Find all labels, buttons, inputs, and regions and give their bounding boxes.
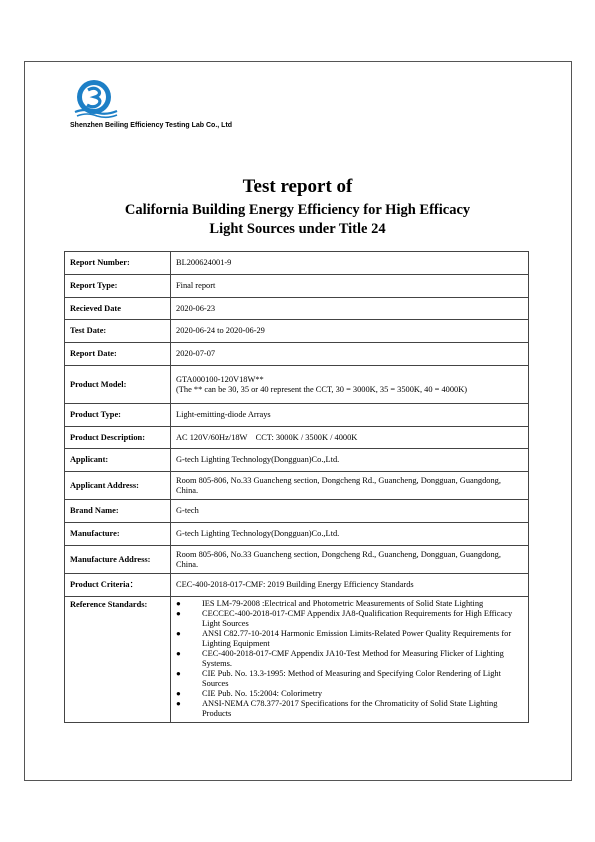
- list-item: ● ANSI C82.77-10-2014 Harmonic Emission Limits-Related Power Quality Requirements for Lighting Equipment: [176, 629, 523, 649]
- row-label: Product Model:: [65, 366, 171, 404]
- table-row: [65, 427, 529, 449]
- report-date-value: 2020-07-07: [171, 343, 529, 366]
- row-label: Recieved Date: [65, 298, 171, 320]
- table-row: [65, 275, 529, 298]
- reference-standards-value: [171, 597, 529, 723]
- brand-name-value: G-tech: [171, 500, 529, 523]
- product-description-value: AC 120V/60Hz/18W CCT: 3000K / 3500K / 4000K: [171, 427, 529, 449]
- row-label: Product Description:: [65, 427, 171, 449]
- list-item: ● IES LM-79-2008 :Electrical and Photometric Measurements of Solid State Lighting: [176, 599, 523, 609]
- table-row: [65, 472, 529, 500]
- reference-standards-list: [176, 599, 523, 719]
- report-number-value: BL200624001-9: [171, 252, 529, 275]
- list-item: ● CIE Pub. No. 13.3-1995: Method of Measuring and Specifying Color Rendering of Light Sources: [176, 669, 523, 689]
- row-label: Product Criteria：: [65, 574, 171, 597]
- table-row: [65, 500, 529, 523]
- row-label: Applicant:: [65, 449, 171, 472]
- subtitle-line-2: Light Sources under Title 24: [209, 221, 386, 237]
- row-label: Brand Name:: [65, 500, 171, 523]
- row-label: Report Type:: [65, 275, 171, 298]
- report-info-table: [64, 251, 529, 723]
- list-item: ● CEC-400-2018-017-CMF Appendix JA10-Test Method for Measuring Flicker of Lighting Systems.: [176, 649, 523, 669]
- row-label: Test Date:: [65, 320, 171, 343]
- product-model-note: (The ** can be 30, 35 or 40 represent the CCT, 30 = 3000K, 35 = 3500K, 40 = 4000K): [176, 384, 468, 394]
- row-label: Product Type:: [65, 404, 171, 427]
- manufacture-value: G-tech Lighting Technology(Dongguan)Co.,Ltd.: [171, 523, 529, 546]
- product-model-value: [171, 366, 529, 404]
- report-title: Test report of: [242, 176, 353, 197]
- manufacture-address-value: Room 805-806, No.33 Guancheng section, Dongcheng Rd., Guancheng, Dongguan, Guangdong, China.: [171, 546, 529, 574]
- list-item: ● ANSI-NEMA C78.377-2017 Specifications for the Chromaticity of Solid State Lighting Products: [176, 699, 523, 719]
- product-model-line: GTA000100-120V18W**: [176, 374, 264, 384]
- table-row: [65, 252, 529, 275]
- report-type-value: Final report: [171, 275, 529, 298]
- list-item: ● CIE Pub. No. 15:2004: Colorimetry: [176, 689, 523, 699]
- product-type-value: Light-emitting-diode Arrays: [171, 404, 529, 427]
- row-label: Manufacture:: [65, 523, 171, 546]
- table-row: [65, 404, 529, 427]
- table-row: [65, 546, 529, 574]
- received-date-value: 2020-06-23: [171, 298, 529, 320]
- table-row: [65, 298, 529, 320]
- row-label: Report Number:: [65, 252, 171, 275]
- list-item: ● CECCEC-400-2018-017-CMF Appendix JA8-Qualification Requirements for High Efficacy Light Sources: [176, 609, 523, 629]
- row-label: Manufacture Address:: [65, 546, 171, 574]
- row-label: Reference Standards:: [65, 597, 171, 723]
- applicant-value: G-tech Lighting Technology(Dongguan)Co.,Ltd.: [171, 449, 529, 472]
- product-criteria-value: CEC-400-2018-017-CMF: 2019 Building Energy Efficiency Standards: [171, 574, 529, 597]
- row-label: Applicant Address:: [65, 472, 171, 500]
- table-row: [65, 320, 529, 343]
- table-row: [65, 366, 529, 404]
- table-row: [65, 523, 529, 546]
- table-row: [65, 597, 529, 723]
- applicant-address-value: Room 805-806, No.33 Guancheng section, Dongcheng Rd., Guancheng, Dongguan, Guangdong, China.: [171, 472, 529, 500]
- subtitle-line-1: California Building Energy Efficiency for High Efficacy: [124, 202, 471, 218]
- report-subtitle: [0, 201, 595, 239]
- table-row: [65, 343, 529, 366]
- table-row: [65, 574, 529, 597]
- test-date-value: 2020-06-24 to 2020-06-29: [171, 320, 529, 343]
- beiling-logo-icon: [73, 78, 119, 120]
- row-label: Report Date:: [65, 343, 171, 366]
- company-name: Shenzhen Beiling Efficiency Testing Lab Co., Ltd: [70, 122, 233, 129]
- table-row: [65, 449, 529, 472]
